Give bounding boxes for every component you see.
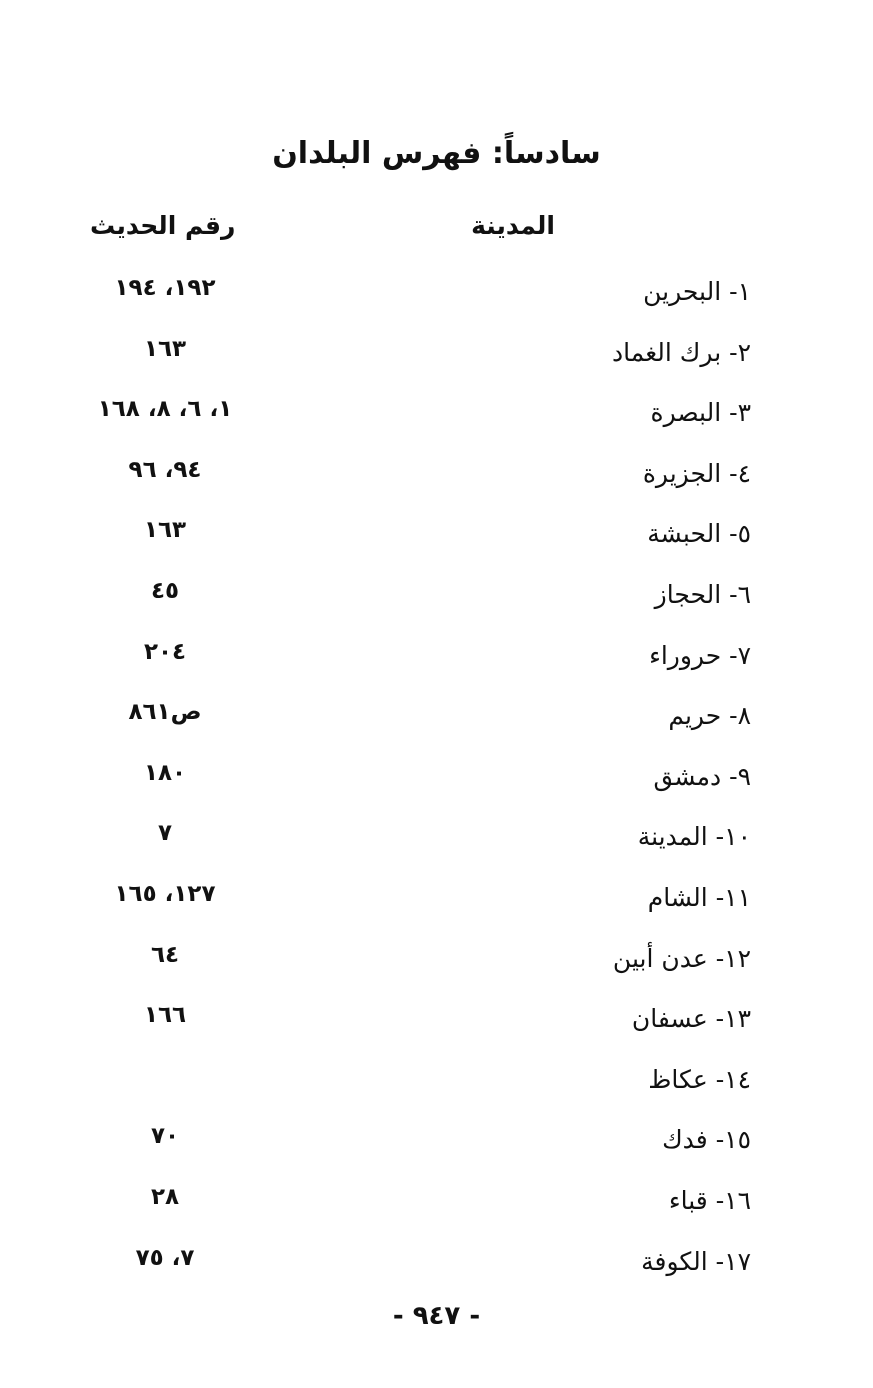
- city-name: ٧- حروراء: [649, 640, 751, 670]
- city-name: ١٤- عكاظ: [648, 1064, 751, 1094]
- city-name: ١٢- عدن أبين: [612, 943, 751, 973]
- hadith-numbers: ٧٠: [150, 1123, 180, 1150]
- index-row: [0, 385, 873, 446]
- hadith-numbers: ١٨٠: [143, 759, 187, 786]
- city-name: ١٠- المدينة: [637, 822, 751, 852]
- index-row: [0, 446, 873, 507]
- hadith-numbers: ٤٥: [150, 577, 180, 604]
- index-row: [0, 1112, 873, 1173]
- page-title: سادساً: فهرس البلدان: [272, 136, 601, 171]
- index-row: [0, 567, 873, 628]
- hadith-numbers: ٦٤: [150, 941, 180, 968]
- index-row: [0, 688, 873, 749]
- city-name: ٦- الحجاز: [654, 579, 751, 609]
- hadith-numbers: ص٨٦١: [128, 699, 202, 726]
- city-name: ٨- حريم: [668, 701, 751, 731]
- hadith-numbers: ١٦٦: [143, 1002, 187, 1029]
- city-name: ٢- برك الغماد: [612, 337, 751, 367]
- index-row: [0, 506, 873, 567]
- city-name: ١١- الشام: [647, 882, 751, 912]
- index-list: [0, 264, 873, 1294]
- index-row: [0, 264, 873, 325]
- column-header-hadith-number: رقم الحديث: [90, 211, 236, 240]
- hadith-numbers: ٩٤، ٩٦: [128, 456, 202, 483]
- index-row: [0, 1234, 873, 1295]
- city-name: ١٧- الكوفة: [641, 1246, 751, 1276]
- index-row: [0, 931, 873, 992]
- city-name: ١٣- عسفان: [631, 1004, 751, 1034]
- hadith-numbers: ١٢٧، ١٦٥: [114, 880, 216, 907]
- index-row: [0, 325, 873, 386]
- index-row: [0, 749, 873, 810]
- hadith-numbers: ١٩٢، ١٩٤: [114, 275, 216, 301]
- page-number: - ٩٤٧ -: [392, 1301, 481, 1331]
- city-name: ٤- الجزيرة: [642, 458, 751, 488]
- hadith-numbers: ١٦٣: [143, 335, 187, 362]
- city-name: ٩- دمشق: [653, 761, 751, 791]
- city-name: ١- البحرين: [643, 277, 751, 306]
- index-row: [0, 1052, 873, 1113]
- hadith-numbers: ٢٨: [150, 1183, 180, 1210]
- hadith-numbers: ١٦٣: [143, 517, 187, 544]
- index-row: [0, 628, 873, 689]
- city-name: ١٦- قباء: [668, 1185, 751, 1215]
- city-name: ٥- الحبشة: [647, 519, 751, 549]
- hadith-numbers: ١، ٦، ٨، ١٦٨: [97, 396, 233, 423]
- hadith-numbers: ٧، ٧٥: [135, 1244, 195, 1271]
- index-row: [0, 870, 873, 931]
- city-name: ١٥- فدك: [662, 1125, 751, 1155]
- index-row: [0, 809, 873, 870]
- hadith-numbers: ٧: [157, 820, 173, 847]
- hadith-numbers: ٢٠٤: [143, 638, 187, 665]
- city-name: ٣- البصرة: [650, 398, 751, 428]
- index-row: [0, 1173, 873, 1234]
- column-header-city: المدينة: [471, 211, 555, 240]
- index-row: [0, 991, 873, 1052]
